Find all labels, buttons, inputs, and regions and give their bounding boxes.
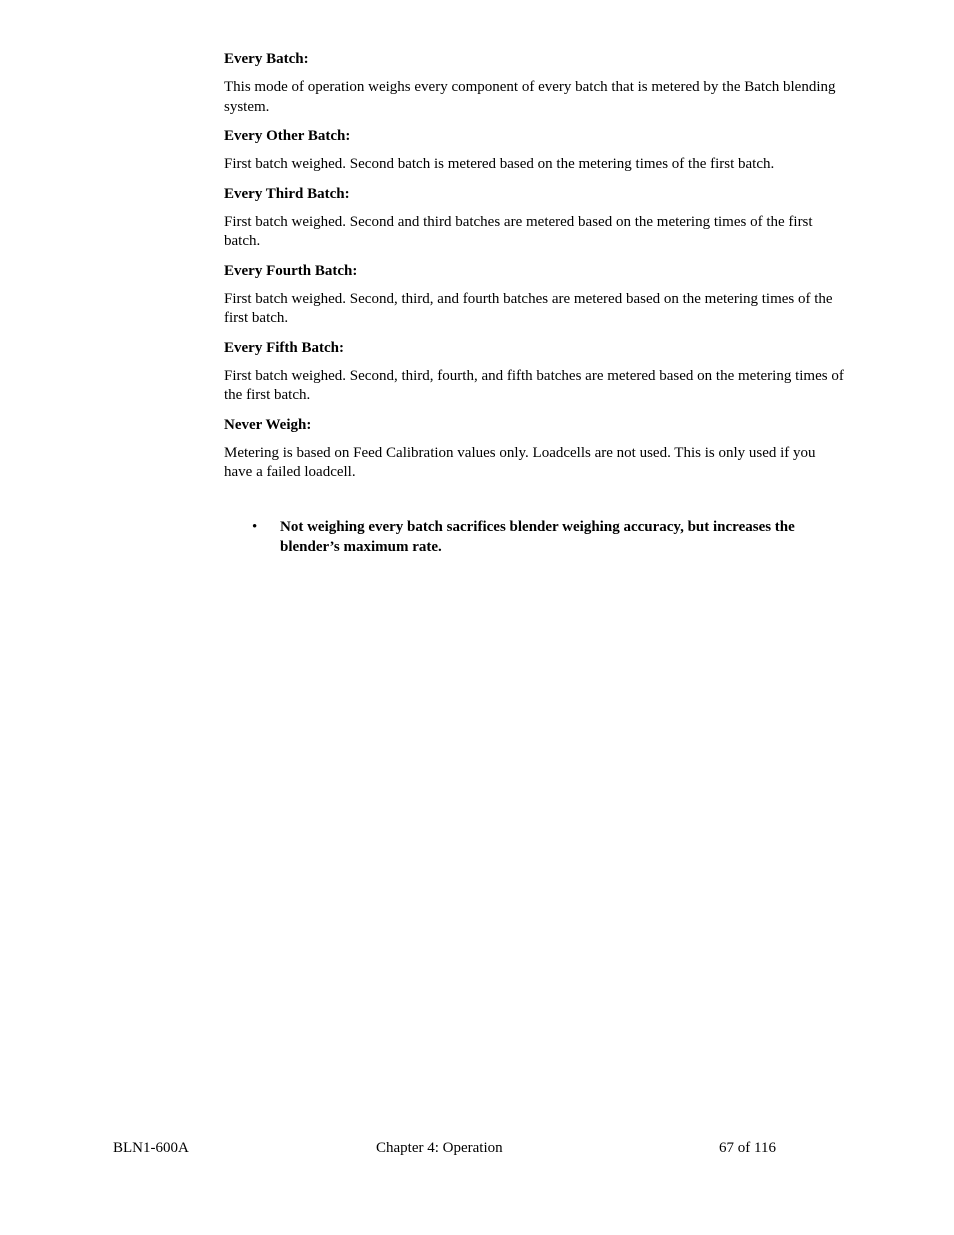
- section-heading-every-third-batch: Every Third Batch:: [224, 185, 350, 202]
- section-text-every-other-batch: First batch weighed. Second batch is metered based on the metering times of the first batch.: [224, 156, 775, 172]
- note-text: Not weighing every batch sacrifices blender weighing accuracy, but increases the blender’s maximum rate.: [280, 518, 795, 555]
- footer-doc-id: BLN1-600A: [113, 1140, 189, 1156]
- section-heading-never-weigh: Never Weigh:: [224, 416, 312, 433]
- section-text-never-weigh: Metering is based on Feed Calibration values only. Loadcells are not used. This is only used if you have a failed loadcell.: [224, 444, 816, 480]
- note-item: [224, 517, 800, 557]
- footer-page-number: 67 of 116: [719, 1140, 776, 1156]
- section-heading-every-fourth-batch: Every Fourth Batch:: [224, 262, 358, 279]
- footer-chapter: Chapter 4: Operation: [376, 1140, 503, 1156]
- section-text-every-fifth-batch: First batch weighed. Second, third, fourth, and fifth batches are metered based on the metering times of the first batch.: [224, 367, 844, 403]
- page-content: [224, 49, 844, 557]
- section-heading-every-fifth-batch: Every Fifth Batch:: [224, 339, 344, 356]
- section-text-every-batch: This mode of operation weighs every component of every batch that is metered by the Batch blending system.: [224, 79, 836, 115]
- section-text-every-third-batch: First batch weighed. Second and third batches are metered based on the metering times of the first batch.: [224, 213, 813, 249]
- note-list: [224, 517, 844, 557]
- section-heading-every-batch: Every Batch:: [224, 51, 309, 67]
- section-heading-every-other-batch: Every Other Batch:: [224, 128, 351, 144]
- page-footer: [0, 1138, 954, 1160]
- bullet-icon: •: [252, 518, 258, 535]
- section-text-every-fourth-batch: First batch weighed. Second, third, and fourth batches are metered based on the metering times of the first batch.: [224, 290, 833, 326]
